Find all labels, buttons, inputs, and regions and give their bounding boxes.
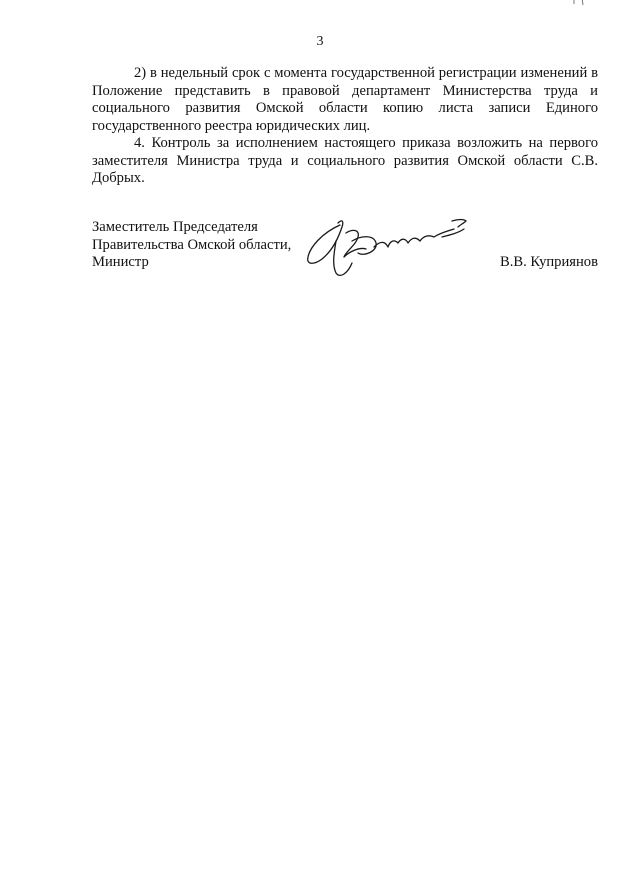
- page-number: 3: [316, 34, 324, 49]
- handwritten-signature: [302, 207, 472, 287]
- signature-block: [92, 219, 598, 289]
- signer-position-line-3: Министр: [92, 254, 149, 270]
- paragraph-registration: 2) в недельный срок с момента государственной регистрации изменений в Положение представить в правовой департамент Министерства труда и социального развития Омской области копию листа записи Единого государственного реестра юридических лиц.: [92, 65, 598, 134]
- signer-position-line-1: Заместитель Председателя: [92, 219, 258, 235]
- signer-name: В.В. Куприянов: [500, 254, 598, 270]
- document-body: [92, 65, 598, 188]
- signer-position-line-2: Правительства Омской области,: [92, 236, 292, 253]
- paragraph-control: 4. Контроль за исполнением настоящего приказа возложить на первого заместителя Министра труда и социального развития Омской области С.В. Добрых.: [92, 135, 598, 186]
- scan-edge-mark: [552, 0, 592, 6]
